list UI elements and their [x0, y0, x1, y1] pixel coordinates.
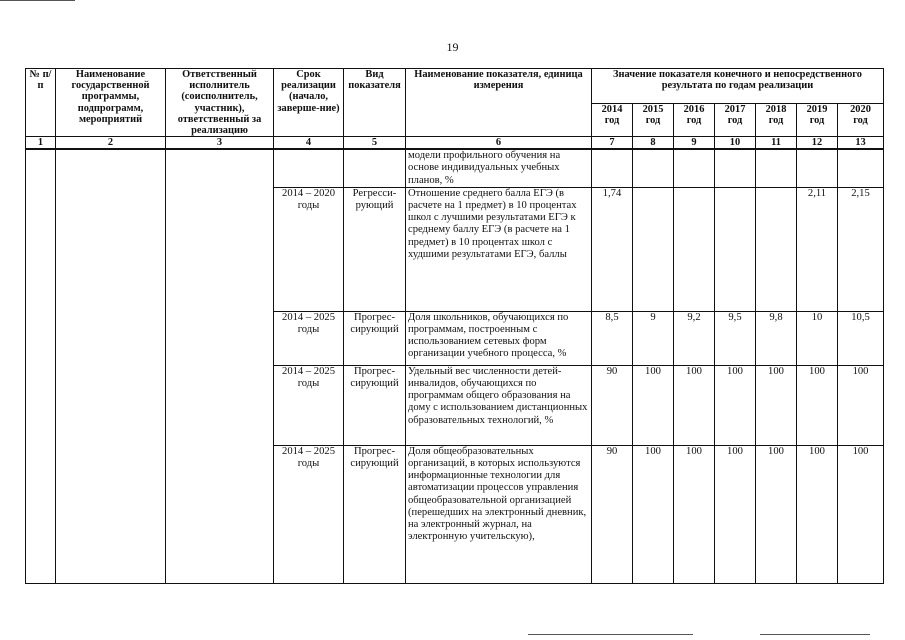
cell-value: 9: [633, 311, 674, 365]
column-number: 1: [26, 137, 56, 150]
cell-value: 100: [674, 365, 715, 445]
top-rule: [0, 0, 75, 1]
cell-type: Прогрес-сирующий: [344, 445, 406, 583]
cell-value: 100: [838, 445, 884, 583]
cell-value: 100: [633, 445, 674, 583]
column-number: 2: [56, 137, 166, 150]
cell-value: [756, 149, 797, 187]
cell-value: 90: [592, 365, 633, 445]
cell-value: 10,5: [838, 311, 884, 365]
column-number: 7: [592, 137, 633, 150]
column-number: 10: [715, 137, 756, 150]
cell-num: [26, 149, 56, 583]
column-number: 11: [756, 137, 797, 150]
cell-term: 2014 – 2025 годы: [274, 445, 344, 583]
column-number: 9: [674, 137, 715, 150]
table-row: [26, 149, 884, 187]
cell-value: 100: [838, 365, 884, 445]
header-term: Срок реализации (начало, заверше-ние): [274, 69, 344, 137]
column-number: 12: [797, 137, 838, 150]
cell-value: 8,5: [592, 311, 633, 365]
cell-value: 100: [715, 365, 756, 445]
header-year-cell: 2018 год: [756, 104, 797, 137]
header-year-cell: 2015 год: [633, 104, 674, 137]
header-year-cell: 2017 год: [715, 104, 756, 137]
cell-value: 100: [756, 365, 797, 445]
cell-value: [674, 187, 715, 311]
cell-value: 90: [592, 445, 633, 583]
header-responsible: Ответственный исполнитель (соисполнитель, участник), ответственный за реализацию: [166, 69, 274, 137]
column-number: 13: [838, 137, 884, 150]
cell-term: 2014 – 2020 годы: [274, 187, 344, 311]
cell-value: [633, 149, 674, 187]
header-row-1: [26, 69, 884, 104]
cell-type: [344, 149, 406, 187]
header-year-cell: 2014 год: [592, 104, 633, 137]
bottom-rule: [528, 634, 693, 635]
cell-indicator: модели профильного обучения на основе индивидуальных учебных планов, %: [406, 149, 592, 187]
cell-value: 100: [674, 445, 715, 583]
cell-indicator: Доля школьников, обучающихся по программам, построенным с использованием сетевых форм организации учебного процесса, %: [406, 311, 592, 365]
cell-term: [274, 149, 344, 187]
cell-value: 100: [633, 365, 674, 445]
column-number: 3: [166, 137, 274, 150]
header-program-name: Наименование государственной программы, подпрограмм, мероприятий: [56, 69, 166, 137]
cell-value: 9,5: [715, 311, 756, 365]
column-number: 8: [633, 137, 674, 150]
header-year-cell: 2020 год: [838, 104, 884, 137]
cell-term: 2014 – 2025 годы: [274, 311, 344, 365]
cell-value: 9,8: [756, 311, 797, 365]
indicators-table: [25, 68, 884, 584]
cell-value: 1,74: [592, 187, 633, 311]
cell-value: 9,2: [674, 311, 715, 365]
cell-value: [838, 149, 884, 187]
cell-indicator: Доля общеобразовательных организаций, в которых используются информационные технологии для автоматизации процессов управления общеобразовательной организацией (перешедших на электронный дневник, на электронный журнал, на электронную учительскую),: [406, 445, 592, 583]
header-indicator-type: Вид показателя: [344, 69, 406, 137]
bottom-rule: [760, 634, 870, 635]
cell-value: 100: [715, 445, 756, 583]
cell-indicator: Отношение среднего балла ЕГЭ (в расчете на 1 предмет) в 10 процентах школ с лучшими результатами ЕГЭ к среднему баллу ЕГЭ (в расчете на 1 предмет) в 10 процентах школ с худшими результатами ЕГЭ, баллы: [406, 187, 592, 311]
cell-value: 10: [797, 311, 838, 365]
column-number: 4: [274, 137, 344, 150]
header-year-cell: 2016 год: [674, 104, 715, 137]
cell-value: [797, 149, 838, 187]
cell-value: 100: [756, 445, 797, 583]
cell-responsible: [166, 149, 274, 583]
cell-value: [715, 187, 756, 311]
header-values: Значение показателя конечного и непосредственного результата по годам реализации: [592, 69, 884, 104]
cell-type: Прогрес-сирующий: [344, 365, 406, 445]
cell-term: 2014 – 2025 годы: [274, 365, 344, 445]
cell-program-name: [56, 149, 166, 583]
cell-type: Прогрес-сирующий: [344, 311, 406, 365]
cell-indicator: Удельный вес численности детей-инвалидов, обучающихся по программам общего образования на дому с использованием дистанционных образовательных технологий, %: [406, 365, 592, 445]
cell-value: [592, 149, 633, 187]
header-year-cell: 2019 год: [797, 104, 838, 137]
page-number: 19: [446, 40, 459, 54]
cell-value: 2,11: [797, 187, 838, 311]
cell-value: 2,15: [838, 187, 884, 311]
header-indicator-name: Наименование показателя, единица измерения: [406, 69, 592, 137]
cell-value: [674, 149, 715, 187]
cell-type: Регресси-рующий: [344, 187, 406, 311]
column-number: 5: [344, 137, 406, 150]
cell-value: 100: [797, 445, 838, 583]
column-numbers-row: [26, 137, 884, 150]
cell-value: [756, 187, 797, 311]
cell-value: [715, 149, 756, 187]
header-num: № п/п: [26, 69, 56, 137]
cell-value: 100: [797, 365, 838, 445]
cell-value: [633, 187, 674, 311]
column-number: 6: [406, 137, 592, 150]
